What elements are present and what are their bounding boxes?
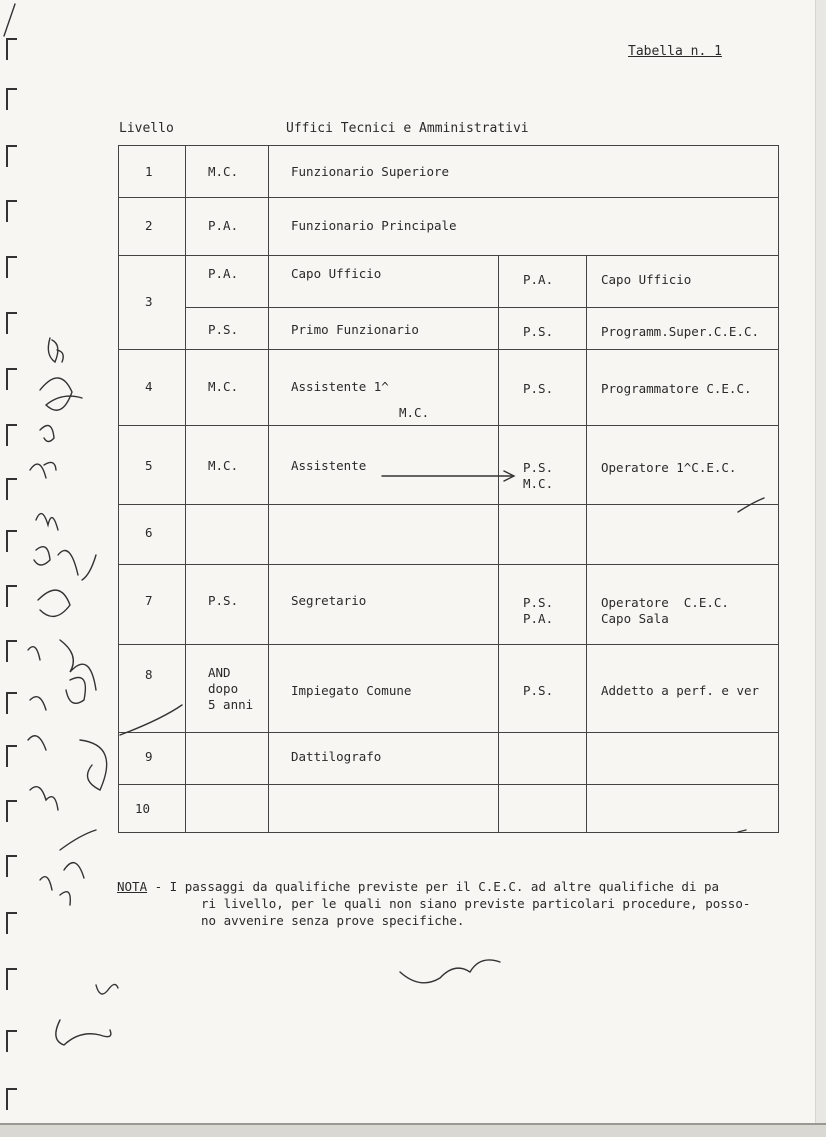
level-number: 5 <box>145 458 153 473</box>
level-number: 1 <box>145 164 153 179</box>
cec-grade-code: P.S. <box>523 381 554 396</box>
cec-role-title: Programmatore C.E.C. <box>601 381 752 396</box>
role-title: Funzionario Principale <box>291 218 457 233</box>
level-number: 3 <box>145 294 153 309</box>
grade-code-line-3: 5 anni <box>208 697 254 712</box>
role-title: Assistente <box>291 458 367 473</box>
cec-grade-code: P.S. <box>523 324 554 339</box>
level-number: 6 <box>145 525 153 540</box>
grade-code: M.C. <box>208 458 239 473</box>
cec-grade-code: P.S. <box>523 595 554 610</box>
role-title: Funzionario Superiore <box>291 164 450 179</box>
cec-role-title: Operatore C.E.C. <box>601 595 729 610</box>
level-number: 10 <box>135 801 151 816</box>
cec-grade-code-2: P.A. <box>523 611 554 626</box>
role-title: Capo Ufficio <box>291 266 382 281</box>
cec-role-title: Programm.Super.C.E.C. <box>601 324 760 339</box>
cec-role-title-2: Capo Sala <box>601 611 669 626</box>
note-label: NOTA <box>117 879 148 894</box>
header-uffici: Uffici Tecnici e Amministrativi <box>286 121 529 136</box>
level-number: 9 <box>145 749 153 764</box>
level-number: 2 <box>145 218 153 233</box>
grade-code: P.A. <box>208 266 239 281</box>
grade-code: M.C. <box>208 379 239 394</box>
header-livello: Livello <box>119 121 174 136</box>
grade-code: P.S. <box>208 322 239 337</box>
note-line-1: - I passaggi da qualifiche previste per il C.E.C. ad altre qualifiche di pa <box>147 879 720 894</box>
grade-code: AND <box>208 665 231 680</box>
role-annotation: M.C. <box>399 405 430 420</box>
cec-grade-code-2: M.C. <box>523 476 554 491</box>
cec-grade-code: P.A. <box>523 272 554 287</box>
note-line-2: ri livello, per le quali non siano previste particolari procedure, posso- <box>201 896 751 911</box>
cec-role-title: Capo Ufficio <box>601 272 692 287</box>
level-number: 7 <box>145 593 153 608</box>
cec-role-title: Operatore 1^C.E.C. <box>601 460 737 475</box>
role-title: Primo Funzionario <box>291 322 419 337</box>
role-title: Segretario <box>291 593 367 608</box>
cec-grade-code: P.S. <box>523 683 554 698</box>
cec-grade-code: P.S. <box>523 460 554 475</box>
role-title: Impiegato Comune <box>291 683 412 698</box>
grade-code: M.C. <box>208 164 239 179</box>
page-edge <box>815 0 826 1137</box>
role-title: Dattilografo <box>291 749 382 764</box>
grade-code-line-2: dopo <box>208 681 239 696</box>
note-line-3: no avvenire senza prove specifiche. <box>201 913 465 928</box>
cec-role-title: Addetto a perf. e ver <box>601 683 760 698</box>
level-number: 4 <box>145 379 153 394</box>
page-edge-bottom <box>0 1123 826 1137</box>
grade-code: P.S. <box>208 593 239 608</box>
table-title: Tabella n. 1 <box>628 44 722 59</box>
role-title: Assistente 1^ <box>291 379 389 394</box>
grade-code: P.A. <box>208 218 239 233</box>
level-number: 8 <box>145 667 153 682</box>
